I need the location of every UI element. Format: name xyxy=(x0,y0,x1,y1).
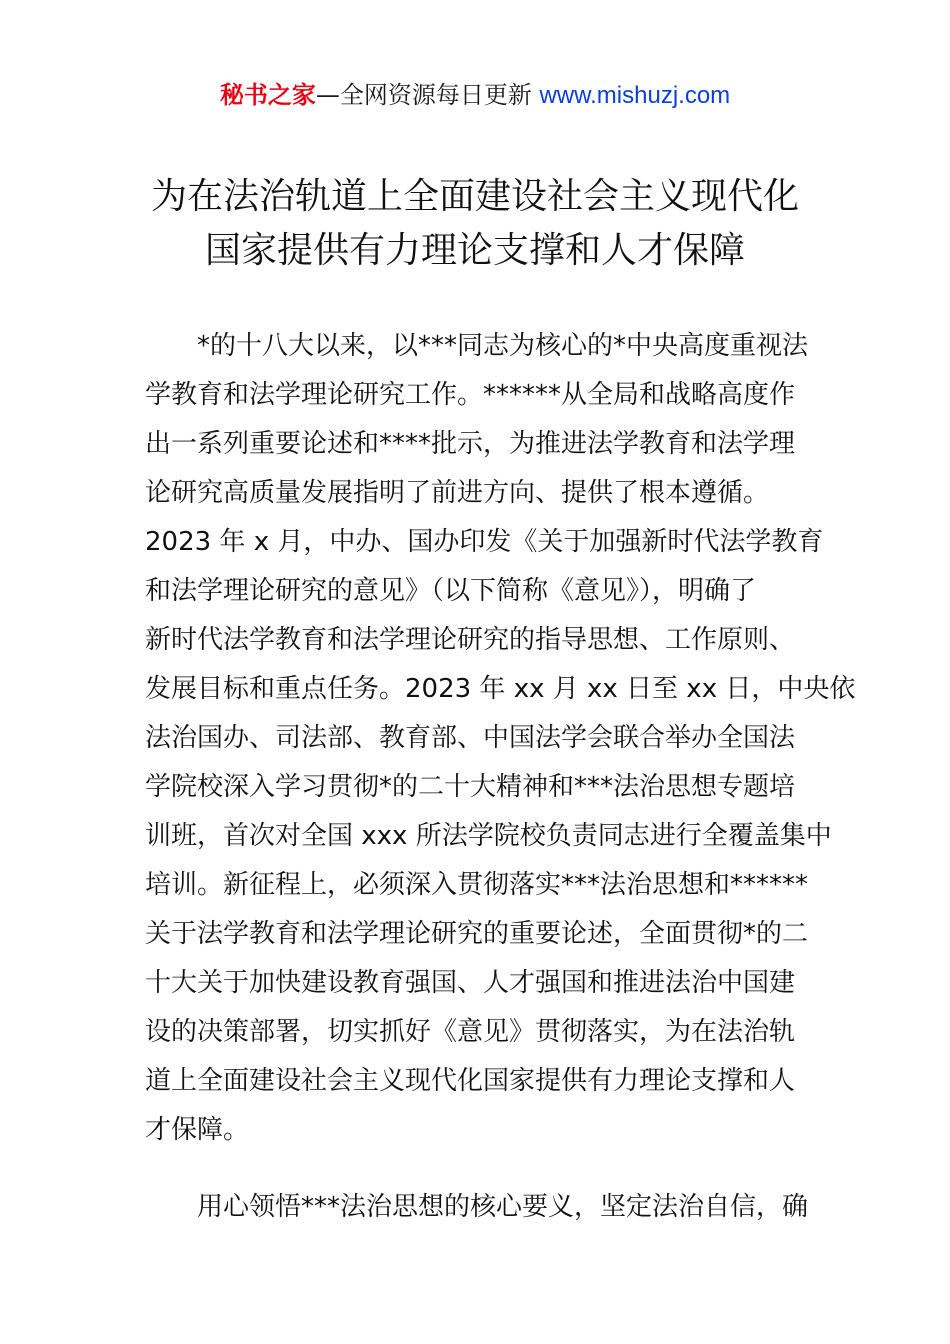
text-line: 关于法学教育和法学理论研究的重要论述，全面贯彻*的二 xyxy=(145,919,809,949)
text-line: 论研究高质量发展指明了前进方向、提供了根本遵循。 xyxy=(145,478,770,508)
text-line: 出一系列重要论述和****批示，为推进法学教育和法学理 xyxy=(145,429,796,459)
paragraph-2 xyxy=(145,1183,825,1232)
text-line: 2023 年 x 月，中办、国办印发《关于加强新时代法学教育 xyxy=(145,527,824,557)
title-line: 国家提供有力理论支撑和人才保障 xyxy=(204,230,745,271)
document-title xyxy=(0,170,950,278)
text-line: 培训。新征程上，必须深入贯彻落实***法治思想和****** xyxy=(145,870,809,900)
text-line: 十大关于加快建设教育强国、人才强国和推进法治中国建 xyxy=(145,968,796,998)
text-line: *的十八大以来，以***同志为核心的*中央高度重视法 xyxy=(197,331,809,361)
text-line: 学教育和法学理论研究工作。******从全局和战略高度作 xyxy=(145,380,796,410)
header-tagline: —全网资源每日更新 xyxy=(315,81,540,109)
text-line: 发展目标和重点任务。2023 年 xx 月 xx 日至 xx 日，中央依 xyxy=(145,674,856,704)
text-line: 设的决策部署，切实抓好《意见》贯彻落实，为在法治轨 xyxy=(145,1017,796,1047)
site-url-link[interactable]: www.mishuzj.com xyxy=(539,82,731,109)
text-line: 学院校深入学习贯彻*的二十大精神和***法治思想专题培 xyxy=(145,772,796,802)
brand-name: 秘书之家 xyxy=(219,81,316,109)
text-line: 新时代法学教育和法学理论研究的指导思想、工作原则、 xyxy=(145,625,796,655)
text-line: 和法学理论研究的意见》（以下简称《意见》），明确了 xyxy=(145,576,757,606)
text-line: 才保障。 xyxy=(145,1115,250,1145)
text-line: 用心领悟***法治思想的核心要义，坚定法治自信，确 xyxy=(197,1192,809,1222)
document-body xyxy=(145,322,856,1232)
site-header xyxy=(0,78,950,113)
text-line: 训班，首次对全国 xxx 所法学院校负责同志进行全覆盖集中 xyxy=(145,821,832,851)
text-line: 道上全面建设社会主义现代化国家提供有力理论支撑和人 xyxy=(145,1066,796,1096)
text-line: 法治国办、司法部、教育部、中国法学会联合举办全国法 xyxy=(145,723,796,753)
paragraph-1 xyxy=(145,322,856,1155)
title-line: 为在法治轨道上全面建设社会主义现代化 xyxy=(150,176,799,217)
